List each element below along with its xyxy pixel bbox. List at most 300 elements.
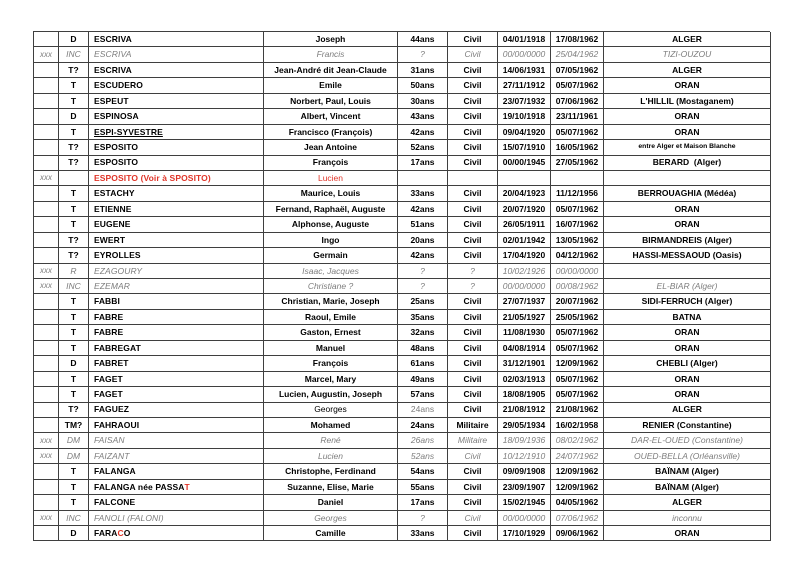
cell-deathdate — [551, 171, 604, 186]
cell-place: TIZI-OUZOU — [604, 47, 771, 62]
cell-firstname: Francisco (François) — [264, 125, 398, 140]
cell-firstname: Manuel — [264, 341, 398, 356]
surname-text: FABRE — [94, 327, 124, 338]
cell-place: ORAN — [604, 217, 771, 232]
cell-firstname: Mohamed — [264, 418, 398, 433]
cell-birthdate: 17/10/1929 — [498, 526, 551, 541]
cell-code: T — [59, 294, 89, 309]
cell-mark — [34, 202, 59, 217]
cell-surname — [89, 372, 264, 387]
cell-status: Civil — [448, 325, 498, 340]
cell-firstname: Albert, Vincent — [264, 109, 398, 124]
cell-status: Civil — [448, 47, 498, 62]
cell-place: BAÏNAM (Alger) — [604, 480, 771, 495]
cell-firstname: Francis — [264, 47, 398, 62]
cell-age: ? — [398, 47, 448, 62]
cell-birthdate: 20/04/1923 — [498, 186, 551, 201]
cell-deathdate: 05/07/1962 — [551, 325, 604, 340]
cell-deathdate: 17/08/1962 — [551, 32, 604, 47]
cell-age: 30ans — [398, 94, 448, 109]
cell-age: 61ans — [398, 356, 448, 371]
cell-code: T? — [59, 156, 89, 171]
cell-age: 31ans — [398, 63, 448, 78]
cell-birthdate: 15/07/1910 — [498, 140, 551, 155]
cell-age: 25ans — [398, 294, 448, 309]
cell-status: Civil — [448, 480, 498, 495]
cell-code: T — [59, 372, 89, 387]
table-row — [34, 171, 770, 186]
cell-surname — [89, 464, 264, 479]
cell-deathdate: 27/05/1962 — [551, 156, 604, 171]
surname-text: ESCUDERO — [94, 80, 143, 91]
table-row — [34, 186, 770, 201]
cell-code: DM — [59, 433, 89, 448]
cell-deathdate: 13/05/1962 — [551, 233, 604, 248]
cell-birthdate: 17/04/1920 — [498, 248, 551, 263]
cell-firstname: Ingo — [264, 233, 398, 248]
surname-text: FABBI — [94, 296, 120, 307]
cell-deathdate: 16/07/1962 — [551, 217, 604, 232]
cell-firstname: Georges — [264, 511, 398, 526]
cell-status: Civil — [448, 526, 498, 541]
cell-firstname: René — [264, 433, 398, 448]
cell-place: ORAN — [604, 109, 771, 124]
cell-code: INC — [59, 47, 89, 62]
cell-age: 17ans — [398, 495, 448, 510]
cell-surname — [89, 78, 264, 93]
surname-text: FALCONE — [94, 497, 136, 508]
cell-code: T — [59, 186, 89, 201]
table-row — [34, 495, 770, 510]
cell-surname — [89, 32, 264, 47]
cell-code: T — [59, 94, 89, 109]
cell-birthdate: 19/10/1918 — [498, 109, 551, 124]
cell-deathdate: 07/06/1962 — [551, 511, 604, 526]
table-row — [34, 140, 770, 155]
table-row — [34, 449, 770, 464]
cell-status: ? — [448, 279, 498, 294]
cell-mark — [34, 94, 59, 109]
surname-text: FALANGA — [94, 466, 136, 477]
cell-place: entre Alger et Maison Blanche — [604, 140, 771, 155]
cell-status: Civil — [448, 403, 498, 418]
cell-surname — [89, 248, 264, 263]
cell-firstname: François — [264, 156, 398, 171]
cell-birthdate: 15/02/1945 — [498, 495, 551, 510]
cell-place: ORAN — [604, 78, 771, 93]
cell-age: 17ans — [398, 156, 448, 171]
cell-firstname: Christophe, Ferdinand — [264, 464, 398, 479]
cell-deathdate: 09/06/1962 — [551, 526, 604, 541]
cell-mark — [34, 32, 59, 47]
cell-surname — [89, 217, 264, 232]
cell-surname — [89, 140, 264, 155]
surname-text: ESCRIVA — [94, 33, 132, 44]
cell-birthdate: 14/06/1931 — [498, 63, 551, 78]
table-row — [34, 403, 770, 418]
cell-birthdate: 04/01/1918 — [498, 32, 551, 47]
cell-code: D — [59, 526, 89, 541]
cell-deathdate: 12/09/1962 — [551, 480, 604, 495]
cell-age: 52ans — [398, 140, 448, 155]
surname-text: EZEMAR — [94, 280, 131, 291]
cell-mark: xxx — [34, 449, 59, 464]
surname-text: ESCRIVA — [94, 49, 132, 60]
cell-deathdate: 21/08/1962 — [551, 403, 604, 418]
cell-mark — [34, 156, 59, 171]
cell-mark: xxx — [34, 279, 59, 294]
cell-surname — [89, 387, 264, 402]
cell-status: Civil — [448, 310, 498, 325]
cell-deathdate: 04/05/1962 — [551, 495, 604, 510]
cell-birthdate: 00/00/0000 — [498, 47, 551, 62]
cell-deathdate: 12/09/1962 — [551, 464, 604, 479]
table-row — [34, 310, 770, 325]
table-row — [34, 202, 770, 217]
table-row — [34, 387, 770, 402]
surname-text: ESPOSITO — [94, 157, 139, 168]
cell-mark: xxx — [34, 511, 59, 526]
register-table — [33, 31, 770, 541]
cell-place: BAÏNAM (Alger) — [604, 464, 771, 479]
surname-text: ESPINOSA — [94, 111, 139, 122]
cell-firstname: Christiane ? — [264, 279, 398, 294]
cell-deathdate: 04/12/1962 — [551, 248, 604, 263]
cell-deathdate: 07/05/1962 — [551, 63, 604, 78]
cell-status: Civil — [448, 78, 498, 93]
cell-firstname: Raoul, Emile — [264, 310, 398, 325]
cell-birthdate: 21/08/1912 — [498, 403, 551, 418]
cell-deathdate: 24/07/1962 — [551, 449, 604, 464]
cell-status: Civil — [448, 233, 498, 248]
table-row — [34, 94, 770, 109]
cell-place: ORAN — [604, 387, 771, 402]
surname-text-after: O — [123, 527, 131, 538]
cell-status: Civil — [448, 202, 498, 217]
surname-text: FAGUEZ — [94, 404, 130, 415]
cell-mark — [34, 63, 59, 78]
cell-age: 48ans — [398, 341, 448, 356]
surname-text: EWERT — [94, 234, 126, 245]
cell-place: BATNA — [604, 310, 771, 325]
cell-mark — [34, 325, 59, 340]
table-row — [34, 279, 770, 294]
cell-age: 52ans — [398, 449, 448, 464]
table-row — [34, 372, 770, 387]
cell-status: Civil — [448, 217, 498, 232]
table-row — [34, 109, 770, 124]
cell-deathdate: 20/07/1962 — [551, 294, 604, 309]
cell-surname — [89, 526, 264, 541]
cell-age — [398, 171, 448, 186]
cell-mark — [34, 403, 59, 418]
cell-firstname: Germain — [264, 248, 398, 263]
cell-surname — [89, 202, 264, 217]
cell-place: DAR-EL-OUED (Constantine) — [604, 433, 771, 448]
cell-age: 24ans — [398, 418, 448, 433]
cell-surname — [89, 264, 264, 279]
cell-age: 44ans — [398, 32, 448, 47]
cell-place: CHEBLI (Alger) — [604, 356, 771, 371]
cell-place — [604, 171, 771, 186]
cell-birthdate: 27/07/1937 — [498, 294, 551, 309]
cell-birthdate: 20/07/1920 — [498, 202, 551, 217]
table-row — [34, 248, 770, 263]
surname-text: ESPOSITO — [94, 142, 139, 153]
surname-text: FALANGA née PASSA — [94, 481, 185, 492]
cell-code: T — [59, 217, 89, 232]
cell-surname — [89, 480, 264, 495]
cell-age: 33ans — [398, 526, 448, 541]
cell-deathdate: 11/12/1956 — [551, 186, 604, 201]
cell-mark — [34, 310, 59, 325]
cell-firstname: François — [264, 356, 398, 371]
cell-place: ALGER — [604, 63, 771, 78]
table-row — [34, 47, 770, 62]
table-row — [34, 264, 770, 279]
cell-code: T? — [59, 403, 89, 418]
cell-firstname: Jean-André dit Jean-Claude — [264, 63, 398, 78]
cell-birthdate: 00/00/0000 — [498, 279, 551, 294]
cell-place: BERARD (Alger) — [604, 156, 771, 171]
cell-mark — [34, 418, 59, 433]
cell-deathdate: 07/06/1962 — [551, 94, 604, 109]
cell-birthdate: 18/08/1905 — [498, 387, 551, 402]
cell-birthdate: 00/00/1945 — [498, 156, 551, 171]
cell-status — [448, 171, 498, 186]
cell-surname — [89, 294, 264, 309]
cell-surname — [89, 325, 264, 340]
cell-deathdate: 05/07/1962 — [551, 125, 604, 140]
cell-status: Civil — [448, 356, 498, 371]
cell-place: ORAN — [604, 372, 771, 387]
cell-status: Militaire — [448, 433, 498, 448]
cell-mark — [34, 140, 59, 155]
cell-birthdate: 10/12/1910 — [498, 449, 551, 464]
cell-firstname: Fernand, Raphaël, Auguste — [264, 202, 398, 217]
cell-place: ORAN — [604, 325, 771, 340]
cell-status: Militaire — [448, 418, 498, 433]
cell-status: Civil — [448, 495, 498, 510]
cell-age: 35ans — [398, 310, 448, 325]
table-row — [34, 233, 770, 248]
cell-deathdate: 00/08/1962 — [551, 279, 604, 294]
cell-surname — [89, 403, 264, 418]
cell-code: T — [59, 495, 89, 510]
cell-birthdate: 00/00/0000 — [498, 511, 551, 526]
cell-place: ORAN — [604, 125, 771, 140]
cell-age: 49ans — [398, 372, 448, 387]
cell-birthdate: 09/04/1920 — [498, 125, 551, 140]
cell-status: Civil — [448, 32, 498, 47]
surname-text: FABRE — [94, 311, 124, 322]
table-row — [34, 78, 770, 93]
cell-surname — [89, 279, 264, 294]
cell-mark — [34, 186, 59, 201]
cell-firstname: Marcel, Mary — [264, 372, 398, 387]
cell-mark — [34, 248, 59, 263]
cell-deathdate: 00/00/0000 — [551, 264, 604, 279]
cell-place: BIRMANDREIS (Alger) — [604, 233, 771, 248]
cell-code: R — [59, 264, 89, 279]
cell-age: ? — [398, 511, 448, 526]
cell-mark — [34, 372, 59, 387]
cell-surname — [89, 495, 264, 510]
cell-surname — [89, 63, 264, 78]
cell-code: T — [59, 78, 89, 93]
cell-surname — [89, 47, 264, 62]
cell-firstname: Gaston, Ernest — [264, 325, 398, 340]
cell-birthdate — [498, 171, 551, 186]
table-row — [34, 125, 770, 140]
cell-firstname: Lucien — [264, 449, 398, 464]
cell-status: Civil — [448, 464, 498, 479]
table-row — [34, 341, 770, 356]
cell-deathdate: 08/02/1962 — [551, 433, 604, 448]
cell-age: 51ans — [398, 217, 448, 232]
cell-status: Civil — [448, 387, 498, 402]
cell-place: RENIER (Constantine) — [604, 418, 771, 433]
cell-status: Civil — [448, 248, 498, 263]
cell-mark — [34, 464, 59, 479]
cell-firstname: Emile — [264, 78, 398, 93]
cell-mark — [34, 387, 59, 402]
cell-surname — [89, 511, 264, 526]
cell-status: Civil — [448, 511, 498, 526]
cell-birthdate: 18/09/1936 — [498, 433, 551, 448]
cell-firstname: Alphonse, Auguste — [264, 217, 398, 232]
cell-deathdate: 23/11/1961 — [551, 109, 604, 124]
surname-text: FABREGAT — [94, 342, 141, 353]
table-row — [34, 464, 770, 479]
cell-surname — [89, 186, 264, 201]
cell-firstname: Norbert, Paul, Louis — [264, 94, 398, 109]
surname-text: EYROLLES — [94, 250, 141, 261]
cell-age: 42ans — [398, 248, 448, 263]
cell-birthdate: 31/12/1901 — [498, 356, 551, 371]
cell-status: Civil — [448, 94, 498, 109]
cell-status: Civil — [448, 125, 498, 140]
cell-surname — [89, 109, 264, 124]
cell-mark — [34, 109, 59, 124]
cell-code — [59, 171, 89, 186]
cell-code: D — [59, 32, 89, 47]
cell-birthdate: 23/07/1932 — [498, 94, 551, 109]
cell-birthdate: 10/02/1926 — [498, 264, 551, 279]
cell-firstname: Joseph — [264, 32, 398, 47]
cell-code: T? — [59, 140, 89, 155]
cell-age: 57ans — [398, 387, 448, 402]
cell-firstname: Christian, Marie, Joseph — [264, 294, 398, 309]
table-row — [34, 418, 770, 433]
cell-code: T — [59, 341, 89, 356]
cell-firstname: Jean Antoine — [264, 140, 398, 155]
cell-mark — [34, 341, 59, 356]
cell-place: ALGER — [604, 403, 771, 418]
cell-surname — [89, 125, 264, 140]
cell-mark — [34, 356, 59, 371]
cell-mark — [34, 78, 59, 93]
table-row — [34, 526, 770, 541]
table-row — [34, 217, 770, 232]
cell-birthdate: 09/09/1908 — [498, 464, 551, 479]
cell-code: D — [59, 109, 89, 124]
cell-place — [604, 264, 771, 279]
cell-deathdate: 05/07/1962 — [551, 202, 604, 217]
cell-place: inconnu — [604, 511, 771, 526]
cell-status: Civil — [448, 140, 498, 155]
cell-place: ALGER — [604, 32, 771, 47]
table-row — [34, 480, 770, 495]
surname-text: FABRET — [94, 358, 129, 369]
cell-mark — [34, 526, 59, 541]
surname-text: EUGENE — [94, 219, 131, 230]
cell-place: ORAN — [604, 341, 771, 356]
cell-status: Civil — [448, 186, 498, 201]
cell-surname — [89, 433, 264, 448]
cell-deathdate: 25/04/1962 — [551, 47, 604, 62]
surname-text: ESPOSITO (Voir à SPOSITO) — [94, 172, 211, 183]
surname-text: FAHRAOUI — [94, 419, 140, 430]
cell-age: 55ans — [398, 480, 448, 495]
surname-text: EZAGOURY — [94, 265, 143, 276]
surname-text: FAISAN — [94, 435, 125, 446]
surname-text: FANOLI (FALONI) — [94, 512, 164, 523]
cell-status: Civil — [448, 341, 498, 356]
cell-code: INC — [59, 279, 89, 294]
surname-red-letter: C — [117, 527, 124, 538]
cell-surname — [89, 418, 264, 433]
cell-code: T? — [59, 248, 89, 263]
cell-deathdate: 12/09/1962 — [551, 356, 604, 371]
cell-status: Civil — [448, 372, 498, 387]
cell-age: 42ans — [398, 125, 448, 140]
cell-firstname: Lucien, Augustin, Joseph — [264, 387, 398, 402]
cell-birthdate: 02/03/1913 — [498, 372, 551, 387]
cell-place: EL-BIAR (Alger) — [604, 279, 771, 294]
cell-mark — [34, 294, 59, 309]
cell-firstname: Camille — [264, 526, 398, 541]
cell-firstname: Maurice, Louis — [264, 186, 398, 201]
cell-mark — [34, 480, 59, 495]
cell-firstname: Georges — [264, 403, 398, 418]
cell-code: T? — [59, 63, 89, 78]
cell-age: 20ans — [398, 233, 448, 248]
surname-text: FARA — [94, 527, 118, 538]
cell-mark: xxx — [34, 47, 59, 62]
cell-code: TM? — [59, 418, 89, 433]
cell-code: INC — [59, 511, 89, 526]
table-row — [34, 156, 770, 171]
table-row — [34, 325, 770, 340]
cell-age: 26ans — [398, 433, 448, 448]
cell-age: 54ans — [398, 464, 448, 479]
cell-age: 43ans — [398, 109, 448, 124]
cell-code: T — [59, 464, 89, 479]
cell-surname — [89, 356, 264, 371]
cell-mark — [34, 495, 59, 510]
cell-age: 32ans — [398, 325, 448, 340]
cell-deathdate: 16/05/1962 — [551, 140, 604, 155]
table-row — [34, 294, 770, 309]
cell-age: 33ans — [398, 186, 448, 201]
cell-firstname: Isaac, Jacques — [264, 264, 398, 279]
cell-mark: xxx — [34, 171, 59, 186]
cell-code: T? — [59, 233, 89, 248]
cell-place: ORAN — [604, 526, 771, 541]
cell-mark: xxx — [34, 433, 59, 448]
cell-firstname: Lucien — [264, 171, 398, 186]
